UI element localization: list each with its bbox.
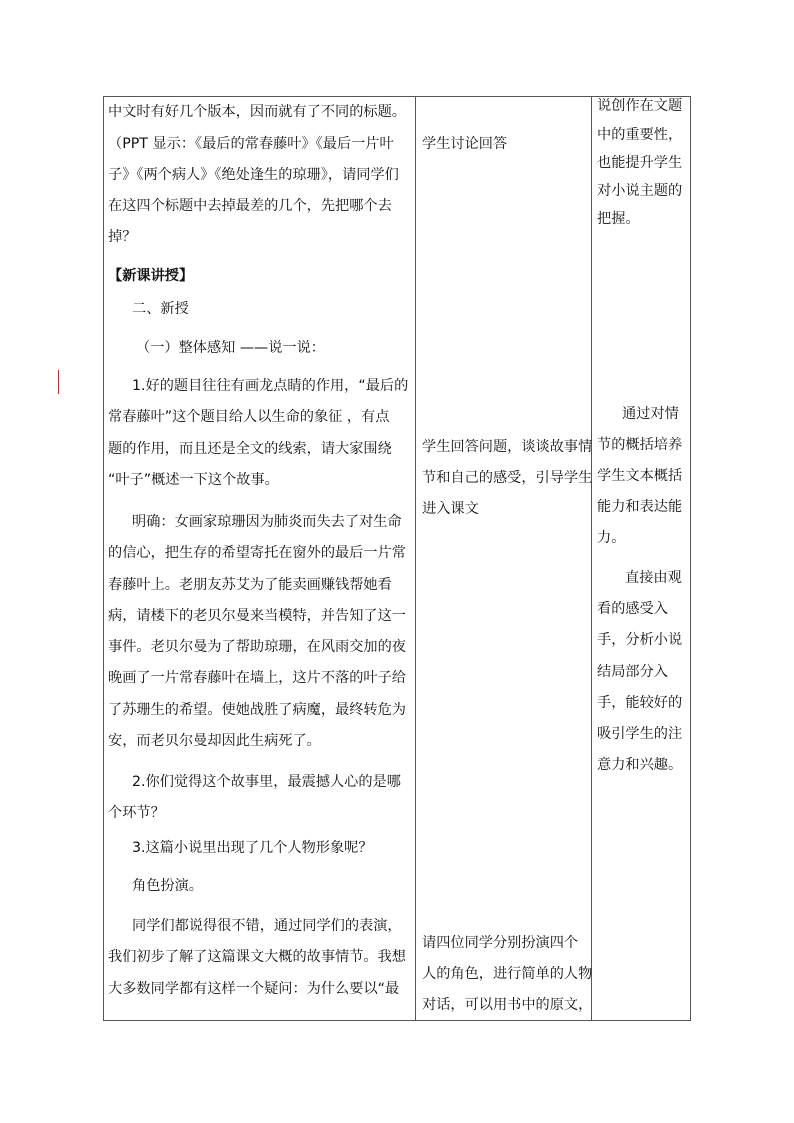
- intent-line: 学生文本概括: [597, 468, 683, 484]
- question-line: 3.这篇小说里出现了几个人物形象呢？: [132, 840, 373, 856]
- text-line: 在这四个标题中去掉最差的几个，先把哪个去: [108, 198, 392, 214]
- intent-line: 能力和表达能: [597, 499, 683, 515]
- subheading: （一）整体感知 ——说一说：: [136, 340, 325, 356]
- question-line: 常春藤叶”这个题目给人以生命的象征 ，有点: [108, 409, 390, 425]
- intent-line: 吸引学生的注: [597, 726, 683, 742]
- answer-line: 了苏珊生的希望。使她战胜了病魔，最终转危为: [108, 702, 406, 718]
- text-line: 我们初步了解了这篇课文大概的故事情节。我想: [108, 949, 406, 965]
- answer-line: 晚画了一片常春藤叶在墙上，这片不落的叶子给: [108, 670, 406, 686]
- intent-line: 对小说主题的: [597, 183, 683, 199]
- text-line: 同学们都说得很不错，通过同学们的表演，: [132, 918, 402, 934]
- activity-line: 对话，可以用书中的原文，: [422, 997, 593, 1013]
- intent-line: 说创作在文题: [597, 98, 683, 114]
- intent-line: 力。: [597, 530, 626, 546]
- answer-line: 事件。老贝尔曼为了帮助琼珊，在风雨交加的夜: [108, 639, 406, 655]
- intent-line: 结局部分入: [597, 664, 668, 680]
- teaching-content-column: [104, 97, 415, 1020]
- subheading: 二、新授: [132, 301, 189, 317]
- intent-line: 直接由观: [625, 570, 682, 586]
- intent-line: 意力和兴趣。: [597, 757, 683, 773]
- text-line: （PPT 显示：《最后的常春藤叶》《最后一片叶: [108, 136, 394, 152]
- answer-line: 病，请楼下的老贝尔曼来当模特，并告知了这一: [108, 608, 406, 624]
- text-line: 大多数同学都有这样一个疑问：为什么要以“最: [108, 981, 400, 997]
- answer-line: 春藤叶上。老朋友苏艾为了能卖画赚钱帮她看: [108, 577, 392, 593]
- text-line: 中文时有好几个版本，因而就有了不同的标题。: [108, 104, 406, 120]
- activity-line: 学生讨论回答: [422, 136, 508, 152]
- activity-line: 请四位同学分别扮演四个: [422, 935, 579, 951]
- text-line: 掉？: [108, 229, 137, 245]
- section-heading: 【新课讲授】: [108, 268, 194, 284]
- intent-line: 看的感受入: [597, 601, 668, 617]
- intent-line: 中的重要性，: [597, 127, 683, 143]
- student-activity-column: [416, 97, 591, 1020]
- text-line: 子》《两个病人》《绝处逢生的琼珊》，请同学们: [108, 167, 399, 183]
- lesson-plan-table: [103, 96, 691, 1021]
- intent-line: 手，分析小说: [597, 632, 683, 648]
- answer-line: 的信心，把生存的希望寄托在窗外的最后一片常: [108, 545, 406, 561]
- intent-line: 把握。: [597, 211, 640, 227]
- activity-line: 进入课文: [422, 501, 479, 517]
- question-line: 个环节？: [108, 805, 165, 821]
- intent-line: 节的概括培养: [597, 437, 683, 453]
- text-line: 角色扮演。: [132, 878, 203, 894]
- question-line: 1.好的题目往往有画龙点睛的作用，“最后的: [132, 378, 409, 394]
- answer-line: 明确：女画家琼珊因为肺炎而失去了对生命: [132, 514, 402, 530]
- activity-line: 人的角色，进行简单的人物: [422, 966, 593, 982]
- activity-line: 学生回答问题，谈谈故事情: [422, 439, 593, 455]
- question-line: 2.你们觉得这个故事里，最震撼人心的是哪: [132, 774, 401, 790]
- activity-line: 节和自己的感受，引导学生: [422, 470, 593, 486]
- question-line: 题的作用，而且还是全文的线索，请大家围绕: [108, 441, 392, 457]
- intent-line: 手，能较好的: [597, 695, 683, 711]
- design-intent-column: [592, 97, 690, 1020]
- question-line: “叶子”概述一下这个故事。: [108, 472, 279, 488]
- margin-change-mark: [58, 370, 59, 394]
- answer-line: 安，而老贝尔曼却因此生病死了。: [108, 733, 321, 749]
- intent-line: 通过对情: [622, 406, 679, 422]
- intent-line: 也能提升学生: [597, 155, 683, 171]
